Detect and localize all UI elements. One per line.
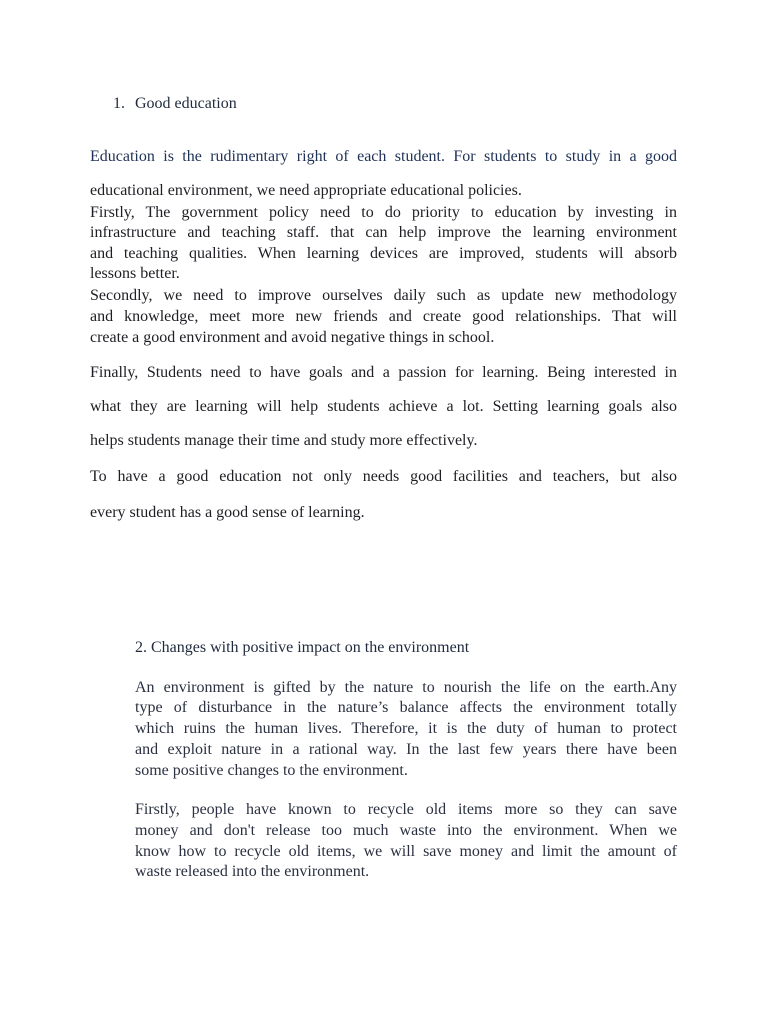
paragraph-line: An environment is gifted by the nature to nourish the life on the earth.Any — [135, 679, 677, 696]
paragraph-line: educational environment, we need appropriate educational policies. — [90, 182, 522, 199]
paragraph-line: money and don't release too much waste into the environment. When we — [135, 822, 677, 839]
paragraph-line: know how to recycle old items, we will save money and limit the amount of — [135, 843, 677, 860]
paragraph-line: helps students manage their time and study more effectively. — [90, 432, 478, 449]
paragraph-line: infrastructure and teaching staff. that can help improve the learning environment — [90, 224, 677, 241]
paragraph-line: waste released into the environment. — [135, 863, 370, 880]
paragraph-line: and exploit nature in a rational way. In the last few years there have been — [135, 741, 677, 758]
paragraph-line: Education is the rudimentary right of each student. For students to study in a good — [90, 148, 677, 165]
paragraph-line: Secondly, we need to improve ourselves daily such as update new methodology — [90, 287, 677, 304]
paragraph-line: Finally, Students need to have goals and a passion for learning. Being interested in — [90, 364, 677, 381]
section-2-heading: 2. Changes with positive impact on the environment — [135, 639, 470, 656]
paragraph-line: which ruins the human lives. Therefore, it is the duty of human to protect — [135, 720, 677, 737]
section-1-number: 1. — [113, 95, 125, 112]
paragraph-line: some positive changes to the environment. — [135, 762, 408, 779]
paragraph-line: create a good environment and avoid negative things in school. — [90, 329, 495, 346]
section-environment — [135, 0, 677, 1024]
paragraph-line: and teaching qualities. When learning devices are improved, students will absorb — [90, 245, 677, 262]
paragraph-line: what they are learning will help students achieve a lot. Setting learning goals also — [90, 398, 677, 415]
paragraph-line: type of disturbance in the nature’s balance affects the environment totally — [135, 699, 677, 716]
paragraph-line: To have a good education not only needs good facilities and teachers, but also — [90, 468, 677, 485]
paragraph-line: Firstly, The government policy need to do priority to education by investing in — [90, 204, 677, 221]
paragraph-line: and knowledge, meet more new friends and create good relationships. That will — [90, 308, 677, 325]
paragraph-line: every student has a good sense of learning. — [90, 504, 365, 521]
paragraph-line: lessons better. — [90, 265, 180, 282]
section-1-title: Good education — [135, 95, 237, 112]
paragraph-line: Firstly, people have known to recycle old items more so they can save — [135, 801, 677, 818]
